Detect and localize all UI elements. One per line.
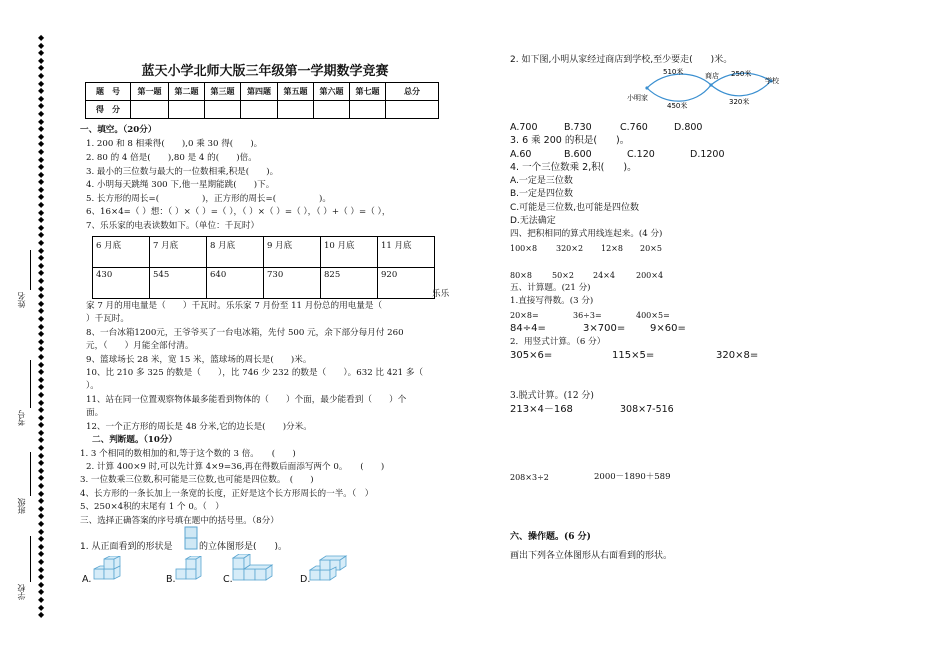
binding-diamond-border: ◆ ◆ ◆ ◆ ◆ ◆ ◆ ◆ ◆ ◆ ◆ ◆ ◆ ◆ ◆ ◆ ◆ ◆ ◆ ◆ ◆ ◆ ◆ ◆ ◆ ◆ ◆ ◆ ◆ ◆ ◆ ◆ ◆ ◆ ◆ ◆ ◆ ◆ ◆ ◆ ◆ ◆ ◆ ◆ ◆ ◆ ◆ ◆ ◆ ◆ ◆ ◆ ◆ ◆ ◆ ◆ ◆ ◆ ◆ ◆ ◆ ◆ ◆ ◆ ◆ ◆ ◆ ◆ ◆ ◆ ◆ ◆ ◆ ◆ ◆ ◆ ◆: [38, 33, 45, 620]
oral-4: 84÷4=: [510, 323, 546, 334]
fill-q7-continued: 乐乐: [432, 289, 450, 299]
meter-reading: 640: [207, 268, 264, 299]
meter-month: 10 月底: [321, 237, 378, 268]
score-header: 第一题: [131, 83, 169, 101]
judge-q5: 5、250×4积的末尾有 1 个 0。（ ）: [80, 502, 224, 512]
school-label: 学校: [17, 584, 26, 600]
fill-q11-line2: 面。: [86, 408, 104, 418]
front-view-shape-icon: [184, 526, 198, 550]
fill-q11: 11、站在同一位置观察物体最多能看到物体的（ ）个面，最少能看到（ ）个: [86, 395, 407, 405]
match-top-1[interactable]: 100×8: [510, 244, 538, 253]
fill-q10-line2: ）。: [86, 381, 99, 391]
score-cell[interactable]: [386, 101, 439, 119]
score-cell[interactable]: [169, 101, 205, 119]
score-header: 题 号: [86, 83, 131, 101]
meter-month: 9 月底: [264, 237, 321, 268]
section5-heading: 五、计算题。(21 分): [510, 283, 591, 293]
vertical-2: 115×5=: [612, 350, 655, 361]
section3-heading: 三、选择正确答案的序号填在题中的括号里。（8分）: [80, 516, 279, 526]
option-c-cubes-icon[interactable]: [231, 554, 277, 584]
section5-part3: 3.脱式计算。(12 分): [510, 391, 594, 401]
oral-1: 20×8=: [510, 311, 539, 320]
meter-reading: 430: [93, 268, 150, 299]
score-table: [85, 82, 439, 119]
fill-q7: 7、乐乐家的电表读数如下。（单位：千瓦时）: [86, 221, 260, 231]
option-a-cubes-icon[interactable]: [92, 556, 128, 584]
match-bottom-2[interactable]: 50×2: [552, 271, 574, 280]
match-top-4[interactable]: 20×5: [640, 244, 662, 253]
stepwise-2: 308×7-516: [620, 404, 674, 415]
fill-q1: 1. 200 和 8 相乘得( ),0 乘 30 得( )。: [86, 139, 263, 149]
match-top-2[interactable]: 320×2: [556, 244, 584, 253]
choice-q1-part2: 的立体图形是( )。: [199, 542, 288, 552]
q4-option-a[interactable]: A.一定是三位数: [510, 176, 573, 186]
map-distance-510: 510米: [663, 68, 684, 76]
judge-q3: 3. 一位数乘三位数,积可能是三位数,也可能是四位数。 ( ): [80, 475, 314, 485]
fill-q9: 9、篮球场长 28 米，宽 15 米，篮球场的周长是( )米。: [86, 355, 312, 365]
section2-heading: 二、判断题。（10分）: [92, 435, 178, 445]
score-cell[interactable]: [205, 101, 241, 119]
score-cell[interactable]: [350, 101, 386, 119]
meter-month: 7 月底: [150, 237, 207, 268]
page-title: 蓝天小学北师大版三年级第一学期数学竞赛: [141, 64, 389, 79]
q2-option-d[interactable]: D.800: [674, 122, 703, 133]
section4-heading: 四、把积相同的算式用线连起来。(4 分): [510, 229, 663, 239]
exam-number-line: [30, 360, 31, 408]
option-c-label[interactable]: C.: [223, 574, 233, 585]
stepwise-1: 213×4－168: [510, 404, 573, 415]
match-bottom-4[interactable]: 200×4: [636, 271, 664, 280]
q3-option-a[interactable]: A.60: [510, 149, 532, 160]
school-line: [30, 536, 31, 582]
fill-q3: 3. 最小的三位数与最大的一位数相乘,积是( )。: [86, 167, 279, 177]
q4-option-b[interactable]: B.一定是四位数: [510, 189, 574, 199]
score-cell[interactable]: [314, 101, 350, 119]
stepwise-3: 208×3÷2: [510, 473, 549, 482]
vertical-3: 320×8=: [716, 350, 759, 361]
q2-option-b[interactable]: B.730: [564, 122, 592, 133]
meter-reading: 825: [321, 268, 378, 299]
map-school-label: 学校: [765, 77, 779, 85]
stepwise-4: 2000－1890＋589: [594, 472, 671, 482]
q3-option-d[interactable]: D.1200: [690, 149, 725, 160]
score-header: 第四题: [241, 83, 278, 101]
meter-table: [92, 236, 435, 299]
oral-6: 9×60=: [650, 323, 686, 334]
fill-q12: 12、一个正方形的周长是 48 分米,它的边长是( )分米。: [86, 422, 312, 432]
meter-month: 6 月底: [93, 237, 150, 268]
choice-q2: 2. 如下图,小明从家经过商店到学校,至少要走( )米。: [510, 55, 733, 65]
q4-option-c[interactable]: C.可能是三位数,也可能是四位数: [510, 203, 640, 213]
choice-q1-part1: 1. 从正面看到的形状是: [80, 542, 173, 552]
judge-q1: 1. 3 个相同的数相加的和,等于这个数的 3 倍。 ( ): [80, 449, 296, 459]
map-distance-320: 320米: [729, 98, 750, 106]
q3-option-b[interactable]: B.600: [564, 149, 592, 160]
score-header: 第二题: [169, 83, 205, 101]
q3-option-c[interactable]: C.120: [627, 149, 655, 160]
score-cell[interactable]: [241, 101, 278, 119]
score-row-label: 得 分: [86, 101, 131, 119]
option-d-label[interactable]: D.: [300, 574, 311, 585]
score-header: 第五题: [278, 83, 314, 101]
score-header: 总分: [386, 83, 439, 101]
map-store-label: 商店: [705, 72, 719, 80]
name-line: [30, 250, 31, 290]
match-top-3[interactable]: 12×8: [601, 244, 623, 253]
vertical-1: 305×6=: [510, 350, 553, 361]
meter-month: 8 月底: [207, 237, 264, 268]
map-distance-450: 450米: [667, 102, 688, 110]
meter-month: 11 月底: [378, 237, 435, 268]
fill-q5: 5. 长方形的周长=( )，正方形的周长=( )。: [86, 194, 331, 204]
map-distance-250: 250米: [731, 70, 752, 78]
fill-q8-line2: 元，（ ）月能全部付清。: [86, 341, 194, 351]
option-a-label[interactable]: A.: [82, 574, 92, 585]
oral-2: 36÷3=: [573, 311, 602, 320]
score-header: 第七题: [350, 83, 386, 101]
option-b-cubes-icon[interactable]: [174, 556, 204, 584]
score-cell[interactable]: [131, 101, 169, 119]
score-header: 第三题: [205, 83, 241, 101]
score-cell[interactable]: [278, 101, 314, 119]
fill-q4: 4. 小明每天跳绳 300 下,他一星期能跳( )下。: [86, 180, 275, 190]
q4-option-d[interactable]: D.无法确定: [510, 216, 556, 226]
exam-number-label: 考号: [17, 410, 26, 426]
meter-reading: 730: [264, 268, 321, 299]
fill-q7-line2: 家 7 月的用电量是（ ）千瓦时。乐乐家 7 月份至 11 月份总的用电量是（: [86, 301, 383, 311]
judge-q4: 4、长方形的一条长加上一条宽的长度，正好是这个长方形周长的一半。（ ）: [80, 489, 374, 499]
meter-reading: 545: [150, 268, 207, 299]
choice-q4: 4. 一个三位数乘 2,积( )。: [510, 162, 637, 173]
q2-option-a[interactable]: A.700: [510, 122, 538, 133]
meter-reading: 920: [378, 268, 435, 299]
route-map: [625, 66, 795, 114]
option-d-cubes-icon[interactable]: [308, 553, 348, 585]
section6-instruction: 画出下列各立体图形从右面看到的形状。: [510, 551, 673, 561]
fill-q2: 2. 80 的 4 倍是( ),80 是 4 的( )倍。: [86, 153, 257, 163]
fill-q6: 6、16×4=（ ）想：（ ）×（ ）=（ ），（ ）×（ ）=（ ），（ ）+（ ）=（ ），: [86, 207, 391, 217]
score-header: 第六题: [314, 83, 350, 101]
fill-q7-line3: ）千瓦时。: [86, 314, 129, 324]
fill-q8: 8、一台冰箱1200元，王爷爷买了一台电冰箱，先付 500 元，余下部分每月付 260: [86, 328, 404, 338]
section6-heading: 六、操作题。(6 分): [510, 532, 591, 542]
class-label: 班级: [17, 498, 26, 514]
name-label: 姓名: [17, 292, 26, 308]
map-home-label: 小明家: [627, 94, 648, 102]
oral-3: 400×5=: [636, 311, 670, 320]
match-bottom-1[interactable]: 80×8: [510, 271, 532, 280]
choice-q3: 3. 6 乘 200 的积是( )。: [510, 135, 630, 146]
fill-q10: 10、比 210 多 325 的数是（ ），比 746 少 232 的数是（ ）。632 比 421 多（: [86, 368, 424, 378]
option-b-label[interactable]: B.: [166, 574, 176, 585]
section1-heading: 一、填空。（20分）: [80, 125, 157, 135]
oral-5: 3×700=: [583, 323, 626, 334]
class-line: [30, 452, 31, 496]
section5-part1: 1.直接写得数。(3 分): [510, 296, 594, 306]
q2-option-c[interactable]: C.760: [620, 122, 648, 133]
section5-part2: 2．用竖式计算。（6 分）: [510, 337, 606, 347]
judge-q2: 2. 计算 400×9 时,可以先计算 4×9=36,再在得数后面添写两个 0。 ( ): [86, 462, 385, 472]
match-bottom-3[interactable]: 24×4: [593, 271, 615, 280]
